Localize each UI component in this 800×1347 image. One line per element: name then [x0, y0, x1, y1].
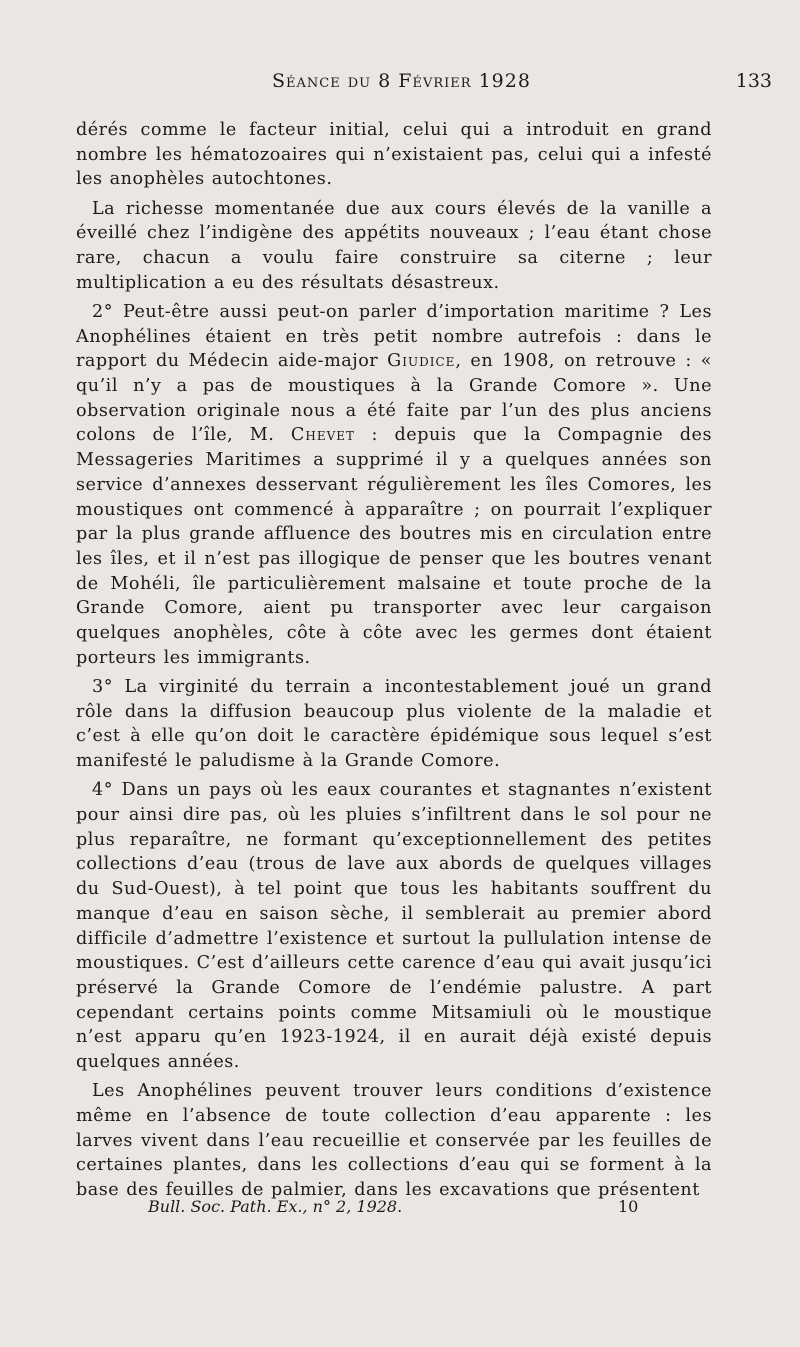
author-name-chevet: Chevet: [290, 425, 356, 446]
body-text: [76, 118, 712, 1203]
author-name-giudice: Giudice: [387, 351, 456, 372]
paragraph-water-scarcity: 4° Dans un pays où les eaux courantes et stagnantes n’existent pour ainsi dire pas, où les pluies s’infiltrent dans le sol pour ne plus reparaître, ne formant qu’exceptionnellement des petites collections d’eau (trous de lave aux abords de quelques villages du Sud-Ouest), à tel point que tous les habitants souffrent du manque d’eau en saison sèche, il semblerait au premier abord difficile d’admettre l’existence et surtout la pullulation intense de moustiques. C’est d’ailleurs cette carence d’eau qui avait jusqu’ici préservé la Grande Comore de l’endémie palustre. A part cependant certains points comme Mitsamiuli où le moustique n’est apparu qu’en 1923-1924, il en aurait déjà existé depuis quelques années.: [76, 780, 712, 1073]
paragraph-virginity: 3° La virginité du terrain a incontestablement joué un grand rôle dans la diffusion beaucoup plus violente de la maladie et c’est à elle qu’on doit le caractère épidémique sous lequel s’est manifesté le paludisme à la Grande Comore.: [76, 676, 712, 772]
paragraph-text: , en 1908, on retrouve : « qu’il n’y a pas de moustiques à la Grande Comore ». Une observation originale nous a été faite par l’un des plus anciens colons de l’île, M.: [76, 351, 712, 446]
signature-mark: 10: [618, 1197, 639, 1216]
paragraph-anophelines: Les Anophélines peuvent trouver leurs conditions d’existence même en l’absence de toute collection d’eau apparente : les larves vivent dans l’eau recueillie et conservée par les feuilles de certaines plantes, dans les collections d’eau qui se forment à la base des feuilles de palmier, dans les excavations que présentent: [76, 1081, 712, 1201]
paragraph-vanilla: La richesse momentanée due aux cours élevés de la vanille a éveillé chez l’indigène des appétits nouveaux ; l’eau étant chose rare, chacun a voulu faire construire sa citerne ; leur multiplication a eu des résultats désastreux.: [76, 198, 712, 293]
running-title: Séance du 8 Février 1928: [272, 70, 531, 92]
paragraph-text: : depuis que la Compagnie des Messageries Maritimes a supprimé il y a quelques années son service d’annexes desservant régulièrement les îles Comores, les moustiques ont commencé à apparaître ; on pourrait l’expliquer par la plus grande affluence des boutres mis en circulation entre les îles, et il n’est pas illogique de penser que les boutres venant de Mohéli, île particulièrement malsaine et toute proche de la Grande Comore, aient pu transporter avec leur cargaison quelques anophèles, côte à côte avec les germes dont étaient porteurs les immigrants.: [76, 425, 712, 668]
page-number: 133: [735, 70, 772, 92]
paragraph-continuation: dérés comme le facteur initial, celui qui a introduit en grand nombre les hématozoaires qui n’existaient pas, celui qui a infesté les anophèles autochtones.: [76, 120, 712, 190]
journal-citation: Bull. Soc. Path. Ex., n° 2, 1928.: [148, 1197, 403, 1216]
paragraph-text: 2° Peut-être aussi peut-on parler d’importation maritime ? Les Anophélines étaient en très petit nombre autrefois : dans le rapport du Médecin aide-major: [76, 301, 712, 372]
running-header: [0, 68, 800, 98]
paragraph-maritime-importation: [76, 300, 712, 671]
page-footer: [0, 1197, 800, 1223]
